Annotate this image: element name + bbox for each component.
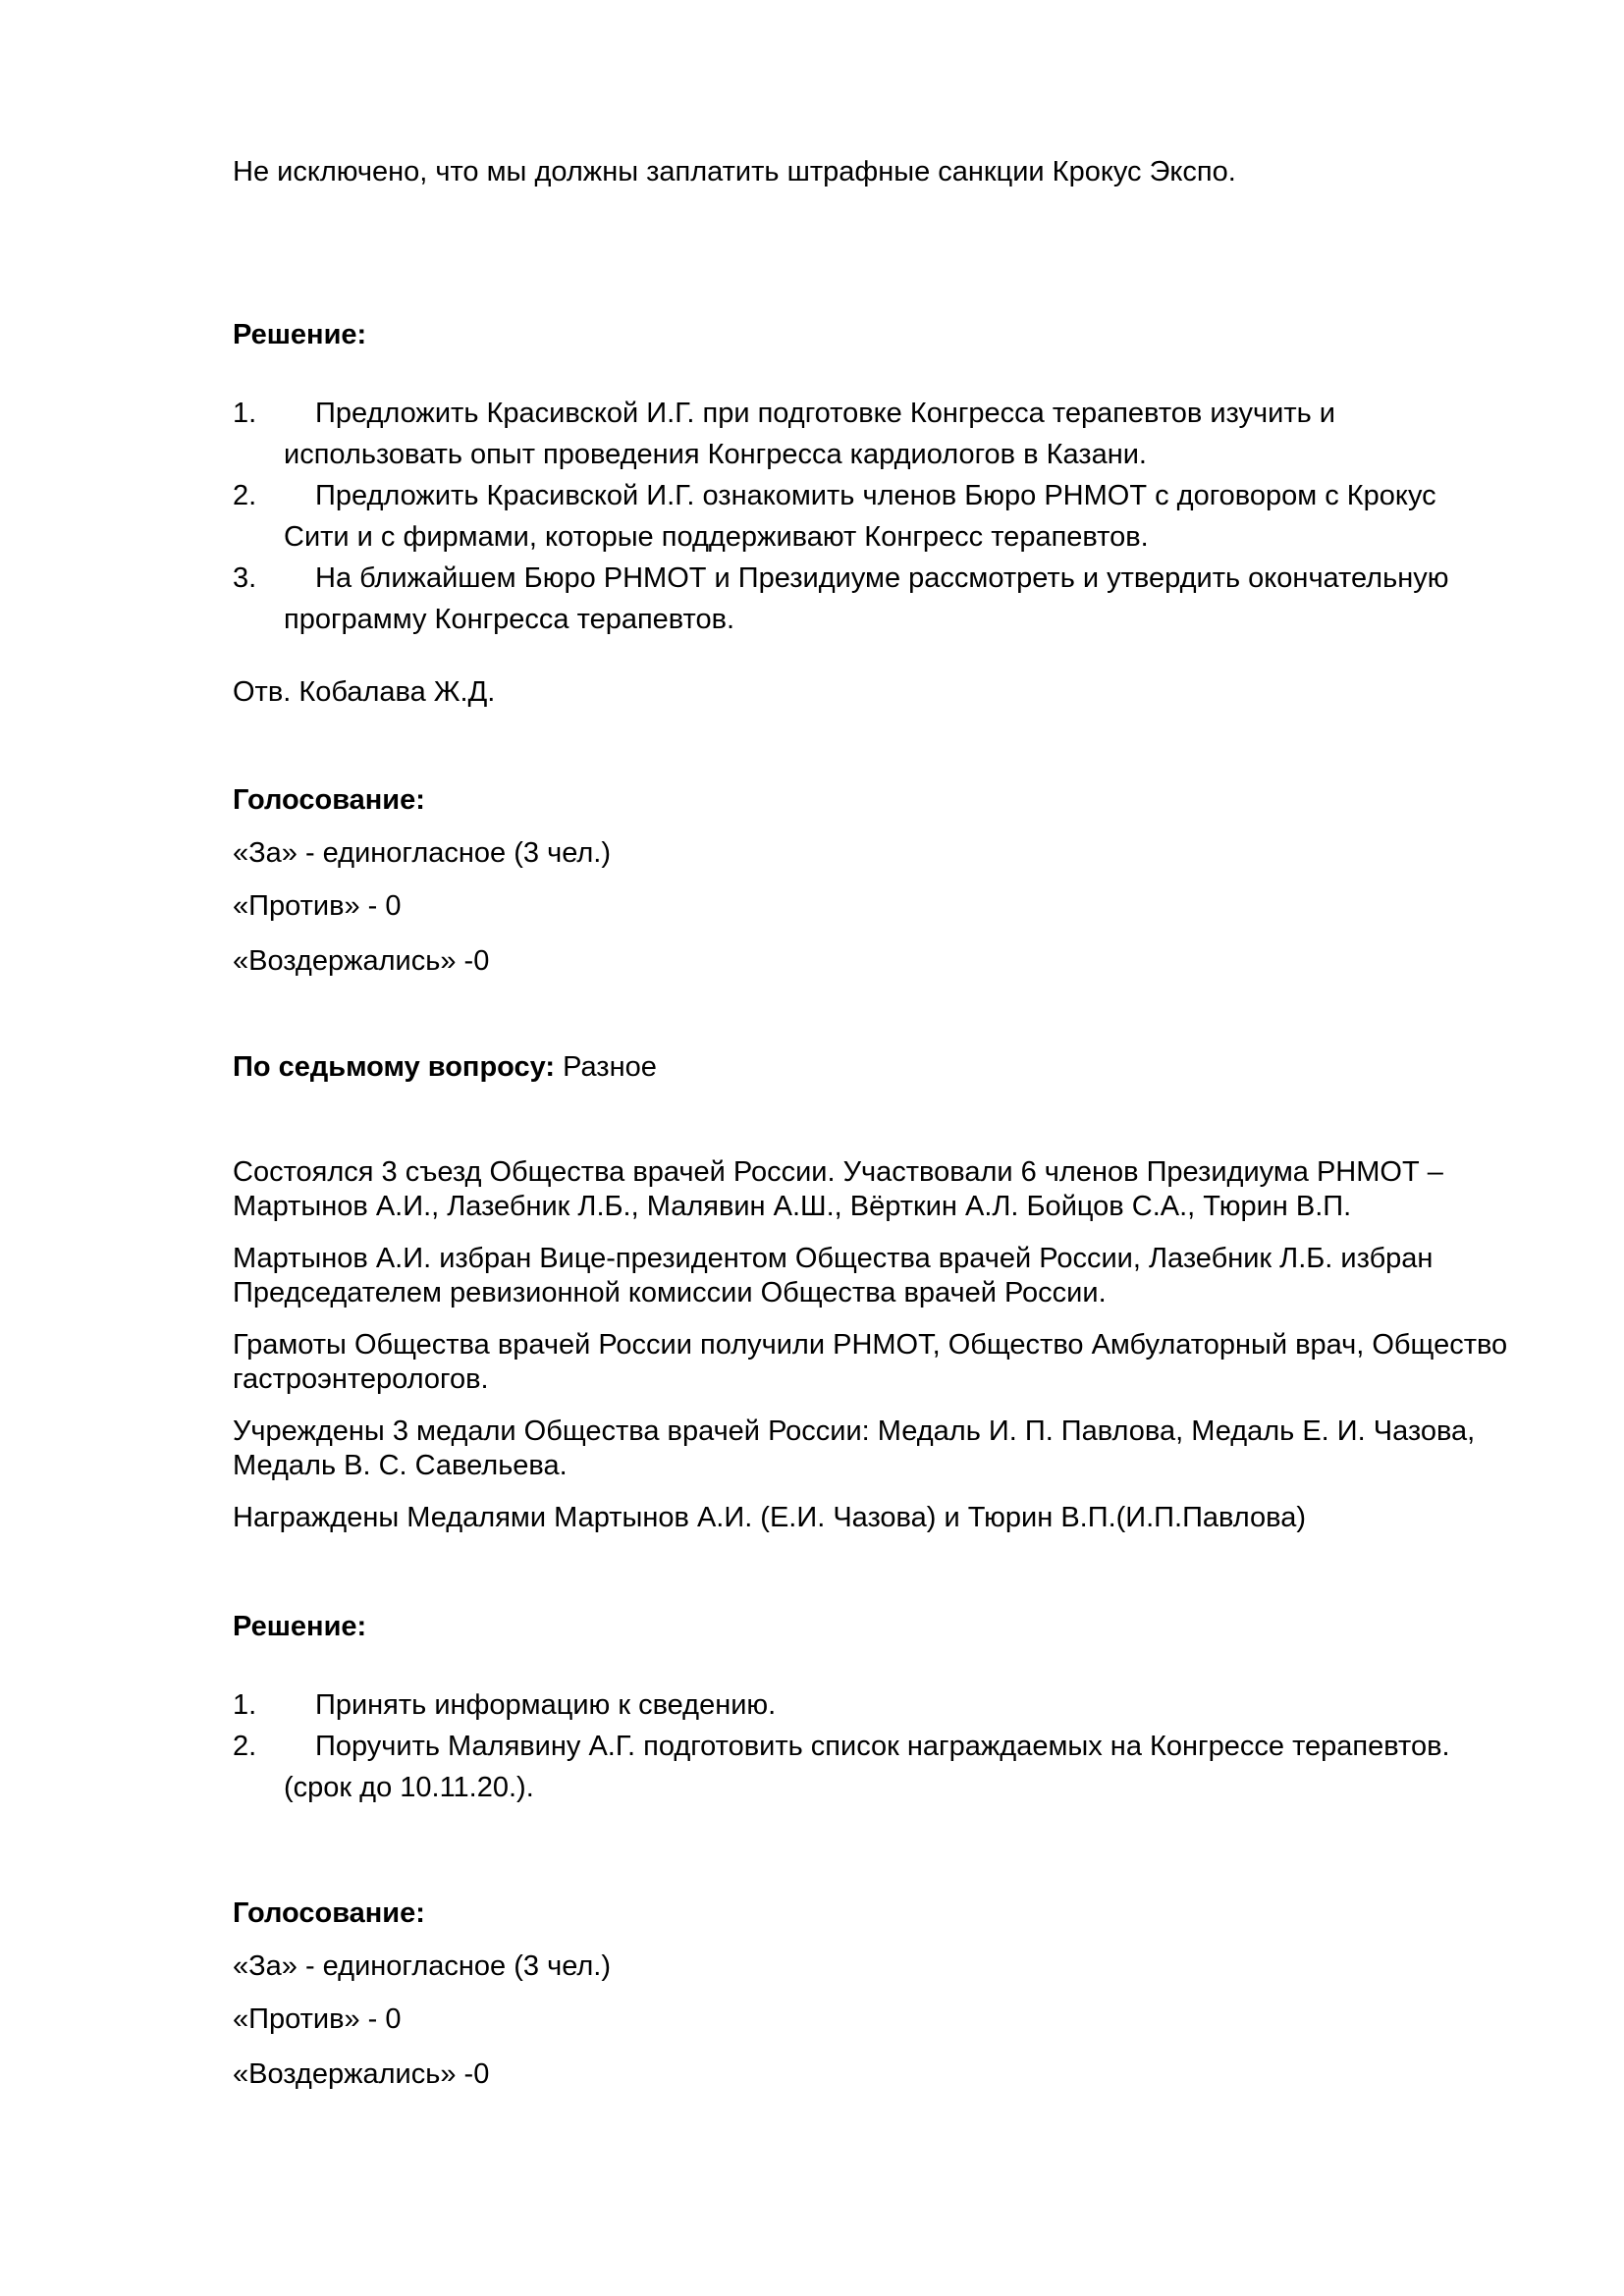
vote-against: «Против» - 0	[233, 2003, 402, 2035]
responsible-person: Отв. Кобалава Ж.Д.	[233, 676, 496, 708]
vote-abstained: «Воздержались» -0	[233, 945, 490, 977]
question-seven	[233, 1050, 657, 1085]
list-item-number: 2.	[233, 1731, 257, 1762]
paragraph: Грамоты Общества врачей России получили РНМОТ, Общество Амбулаторный врач, Общество гастроэнтерологов.	[233, 1329, 1508, 1395]
intro-text: Не исключено, что мы должны заплатить штрафные санкции Крокус Экспо.	[233, 156, 1236, 187]
list-item-text: Предложить Красивской И.Г. при подготовке Конгресса терапевтов изучить и	[315, 398, 1335, 429]
question-topic: Разное	[555, 1051, 657, 1083]
decision-heading: Решение:	[233, 319, 367, 350]
paragraph: Состоялся 3 съезд Общества врачей России. Участвовали 6 членов Президиума РНМОТ – Мартынов А.И., Лазебник Л.Б., Малявин А.Ш., Вёрткин А.Л. Бойцов С.А., Тюрин В.П.	[233, 1156, 1443, 1222]
vote-heading: Голосование:	[233, 1897, 425, 1929]
vote-for: «За» - единогласное (3 чел.)	[233, 1950, 612, 1982]
list-item-text-continued: программу Конгресса терапевтов.	[284, 604, 735, 635]
list-item-number: 1.	[233, 1689, 257, 1721]
decision-heading: Решение:	[233, 1611, 367, 1642]
list-item-text: На ближайшем Бюро РНМОТ и Президиуме рассмотреть и утвердить окончательную	[315, 562, 1449, 594]
paragraph: Учреждены 3 медали Общества врачей России: Медаль И. П. Павлова, Медаль Е. И. Чазова, Медаль В. С. Савельева.	[233, 1415, 1476, 1481]
paragraph: Награждены Медалями Мартынов А.И. (Е.И. Чазова) и Тюрин В.П.(И.П.Павлова)	[233, 1502, 1307, 1533]
list-item-number: 2.	[233, 480, 257, 511]
list-item-number: 3.	[233, 562, 257, 594]
list-item-text: Предложить Красивской И.Г. ознакомить членов Бюро РНМОТ с договором с Крокус	[315, 480, 1436, 511]
list-item-text-continued: использовать опыт проведения Конгресса кардиологов в Казани.	[284, 439, 1147, 470]
vote-abstained: «Воздержались» -0	[233, 2058, 490, 2090]
list-item-number: 1.	[233, 398, 257, 429]
list-item-text-continued: (срок до 10.11.20.).	[284, 1772, 534, 1803]
vote-heading: Голосование:	[233, 784, 425, 816]
question-label: По седьмому вопросу:	[233, 1051, 556, 1083]
vote-for: «За» - единогласное (3 чел.)	[233, 837, 612, 869]
vote-against: «Против» - 0	[233, 890, 402, 922]
list-item-text-continued: Сити и с фирмами, которые поддерживают Конгресс терапевтов.	[284, 521, 1149, 553]
paragraph: Мартынов А.И. избран Вице-президентом Общества врачей России, Лазебник Л.Б. избран Председателем ревизионной комиссии Общества врачей России.	[233, 1243, 1434, 1308]
list-item-text: Принять информацию к сведению.	[315, 1689, 777, 1721]
list-item-text: Поручить Малявину А.Г. подготовить список награждаемых на Конгрессе терапевтов.	[315, 1731, 1450, 1762]
